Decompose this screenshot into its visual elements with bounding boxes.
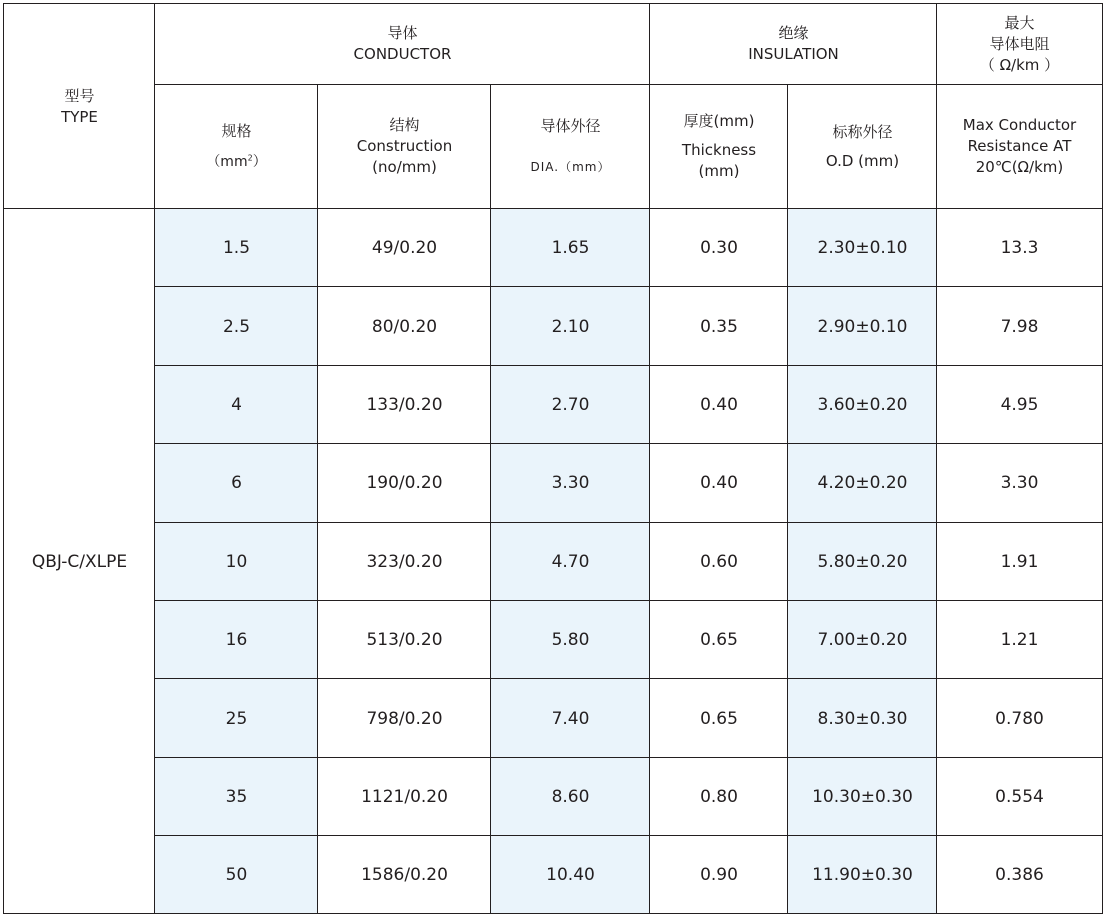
col-divider-construction	[490, 84, 491, 914]
insulation-group-header	[650, 4, 937, 84]
row-divider	[155, 286, 1103, 287]
cell-resistance: 0.780	[995, 708, 1044, 729]
insulation-header-cn: 绝缘	[778, 24, 809, 42]
construction-header-en: Construction	[356, 137, 453, 155]
border-bottom	[4, 913, 1103, 914]
max-resistance-group-header	[937, 4, 1102, 84]
cell-od: 5.80±0.20	[817, 551, 908, 572]
max-resistance-header-cn-1: 最大	[1004, 13, 1035, 32]
od-header-en: O.D (mm)	[825, 151, 900, 170]
cell-spec: 4	[231, 394, 242, 415]
type-header-cn: 型号	[64, 86, 95, 105]
col-divider-od	[936, 3, 937, 914]
diameter-header-cn: 导体外径	[540, 116, 601, 135]
cell-construction: 133/0.20	[366, 394, 443, 415]
cell-resistance: 1.21	[1000, 630, 1039, 651]
cell-spec: 1.5	[222, 238, 251, 259]
header-bottom	[4, 208, 1103, 209]
thickness-header-unit: (mm)	[698, 162, 740, 180]
cell-construction: 190/0.20	[366, 473, 443, 494]
cell-resistance: 0.386	[995, 865, 1044, 886]
construction-header-unit: (no/mm)	[372, 158, 437, 176]
cell-dia: 2.10	[551, 316, 590, 337]
spec-header	[155, 84, 318, 209]
col-divider-spec	[317, 84, 318, 914]
cell-od: 7.00±0.20	[817, 630, 908, 651]
cell-spec: 16	[225, 630, 248, 651]
conductor-header-cn: 导体	[387, 24, 418, 42]
cell-resistance: 4.95	[1000, 394, 1039, 415]
row-divider	[155, 600, 1103, 601]
cell-dia: 3.30	[551, 473, 590, 494]
cell-resistance: 3.30	[1000, 473, 1039, 494]
cell-construction: 1586/0.20	[361, 865, 448, 886]
cell-od: 8.30±0.30	[817, 708, 908, 729]
diameter-header	[491, 84, 650, 209]
cell-construction: 80/0.20	[371, 316, 438, 337]
cell-thickness: 0.60	[700, 551, 738, 572]
cell-dia: 1.65	[551, 238, 590, 259]
border-left	[3, 3, 4, 914]
border-right	[1102, 3, 1103, 914]
cell-thickness: 0.65	[700, 708, 738, 729]
cell-construction: 798/0.20	[366, 708, 443, 729]
row-divider	[155, 678, 1103, 679]
cell-resistance: 0.554	[995, 786, 1044, 807]
cell-thickness: 0.35	[700, 316, 738, 337]
col-divider-dia	[649, 3, 650, 914]
cell-resistance: 1.91	[1000, 551, 1039, 572]
cell-spec: 25	[225, 708, 248, 729]
row-divider	[155, 835, 1103, 836]
spec-header-unit: $(mm^2)$	[206, 152, 267, 170]
cell-thickness: 0.80	[700, 786, 738, 807]
cell-od: 3.60±0.20	[817, 394, 908, 415]
cell-spec: 50	[225, 865, 248, 886]
construction-header	[318, 84, 491, 209]
row-divider	[155, 522, 1103, 523]
thickness-header	[650, 84, 788, 209]
resistance-header-en-1: Max Conductor	[962, 116, 1077, 134]
cell-thickness: 0.40	[700, 473, 738, 494]
header-divider	[155, 84, 1103, 85]
od-header	[788, 84, 937, 209]
cell-thickness: 0.65	[700, 630, 738, 651]
cell-dia: 10.40	[546, 865, 595, 886]
type-header-en: TYPE	[61, 107, 98, 126]
spec-header-cn: 规格	[221, 121, 252, 140]
diameter-header-en: DIA.（mm）	[530, 159, 611, 174]
cell-dia: 8.60	[551, 786, 590, 807]
col-divider-type	[154, 3, 155, 914]
resistance-header-en-3: 20℃(Ω/km)	[975, 158, 1064, 176]
insulation-header-en: INSULATION	[748, 45, 839, 63]
cell-construction: 323/0.20	[366, 551, 443, 572]
cell-construction: 49/0.20	[371, 238, 438, 259]
cell-od: 2.90±0.10	[817, 316, 908, 337]
row-divider	[155, 365, 1103, 366]
od-header-cn: 标称外径	[832, 122, 893, 141]
cell-resistance: 7.98	[1000, 316, 1039, 337]
cell-spec: 6	[231, 473, 242, 494]
construction-header-cn: 结构	[389, 116, 420, 134]
cell-dia: 4.70	[551, 551, 590, 572]
cell-thickness: 0.90	[700, 865, 738, 886]
cell-construction: 513/0.20	[366, 630, 443, 651]
cell-od: 11.90±0.30	[812, 865, 913, 886]
conductor-group-header	[155, 4, 650, 84]
row-divider	[155, 757, 1103, 758]
cell-resistance: 13.3	[1000, 238, 1039, 259]
cell-od: 2.30±0.10	[817, 238, 908, 259]
border-top	[4, 3, 1103, 4]
max-resistance-header-cn-2: 导体电阻	[989, 34, 1050, 53]
cell-dia: 7.40	[551, 708, 590, 729]
thickness-header-en: Thickness	[681, 141, 757, 159]
cell-od: 10.30±0.30	[812, 786, 913, 807]
col-divider-thickness	[787, 84, 788, 914]
cell-dia: 2.70	[551, 394, 590, 415]
type-value: QBJ-C/XLPE	[31, 551, 128, 572]
type-header	[4, 4, 155, 209]
cell-dia: 5.80	[551, 630, 590, 651]
cell-thickness: 0.30	[700, 238, 738, 259]
cell-construction: 1121/0.20	[361, 786, 448, 807]
max-resistance-header-unit: （ Ω/km ）	[979, 55, 1060, 74]
resistance-header	[937, 84, 1102, 209]
cell-od: 4.20±0.20	[817, 473, 908, 494]
cell-spec: 10	[225, 551, 248, 572]
conductor-header-en: CONDUCTOR	[353, 45, 452, 63]
resistance-header-en-2: Resistance AT	[967, 137, 1072, 155]
cell-spec: 35	[225, 786, 248, 807]
row-divider	[155, 443, 1103, 444]
cell-thickness: 0.40	[700, 394, 738, 415]
thickness-header-cn: 厚度(mm)	[683, 112, 755, 130]
cell-spec: 2.5	[222, 316, 251, 337]
